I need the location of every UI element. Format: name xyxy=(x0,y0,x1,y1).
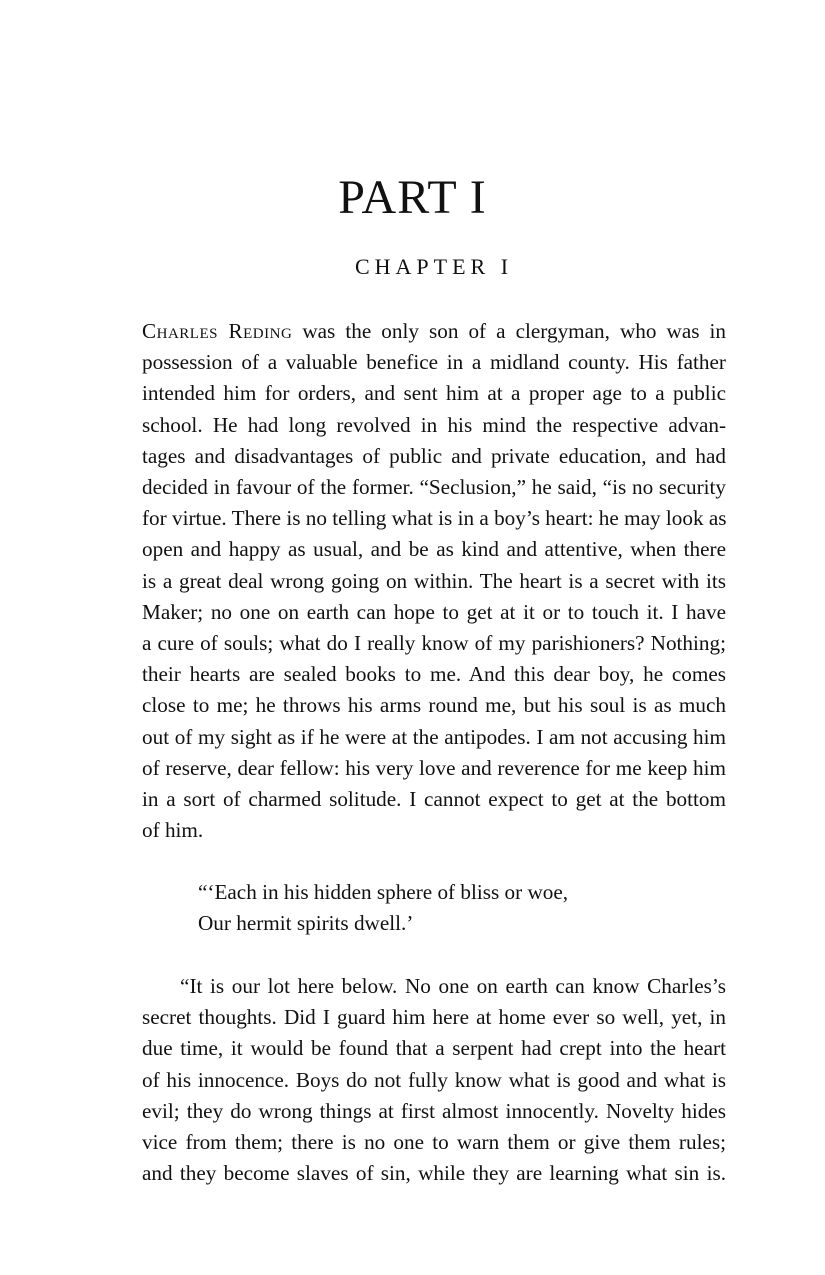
text-line: intended him for orders, and sent him at a proper age to a public xyxy=(142,381,726,406)
text-line: their hearts are sealed books to me. And this dear boy, he comes xyxy=(142,662,726,687)
text-line: vice from them; there is no one to warn them or give them rules; xyxy=(142,1130,726,1155)
text-line: due time, it would be found that a serpent had crept into the heart xyxy=(142,1036,726,1061)
lead-small-caps: Charles Reding xyxy=(142,319,293,343)
paragraph-2 xyxy=(142,971,726,1189)
text-line: close to me; he throws his arms round me, but his soul is as much xyxy=(142,693,726,718)
text-line: secret thoughts. Did I guard him here at home ever so well, yet, in xyxy=(142,1005,726,1030)
text-line: Charles Reding was the only son of a clergyman, who was in xyxy=(142,319,726,343)
text-line: and they become slaves of sin, while they are learning what sin is. xyxy=(142,1161,726,1186)
paragraph-1 xyxy=(142,316,726,846)
text-line: in a sort of charmed solitude. I cannot expect to get at the bottom xyxy=(142,787,726,812)
text-line: evil; they do wrong things at first almost innocently. Novelty hides xyxy=(142,1098,726,1123)
chapter-title: CHAPTER I xyxy=(354,254,514,279)
text-line: school. He had long revolved in his mind the respective advan- xyxy=(142,412,726,437)
text-line: tages and disadvantages of public and private education, and had xyxy=(142,443,726,468)
text-line: possession of a valuable benefice in a midland county. His father xyxy=(142,350,726,375)
text-line: of him. xyxy=(142,818,204,843)
text-line: a cure of souls; what do I really know of my parishioners? Nothing; xyxy=(142,631,726,656)
text-line: open and happy as usual, and be as kind and attentive, when there xyxy=(142,537,726,562)
text-line: Maker; no one on earth can hope to get at it or to touch it. I have xyxy=(142,599,726,624)
text-line: “It is our lot here below. No one on earth can know Charles’s xyxy=(142,974,726,998)
verse-line: “‘Each in his hidden sphere of bliss or woe, xyxy=(198,880,569,904)
text-line: decided in favour of the former. “Seclusion,” he said, “is no security xyxy=(142,475,726,500)
verse-line: Our hermit spirits dwell.’ xyxy=(198,911,414,936)
text-line: of his innocence. Boys do not fully know what is good and what is xyxy=(142,1067,726,1092)
verse-quote xyxy=(198,877,718,939)
text-line: for virtue. There is no telling what is in a boy’s heart: he may look as xyxy=(142,506,727,531)
text-line: of reserve, dear fellow: his very love and reverence for me keep him xyxy=(142,755,726,780)
text-line: is a great deal wrong going on within. The heart is a secret with its xyxy=(142,568,726,593)
part-title: PART I xyxy=(338,171,487,224)
text-line: out of my sight as if he were at the antipodes. I am not accusing him xyxy=(142,724,726,749)
